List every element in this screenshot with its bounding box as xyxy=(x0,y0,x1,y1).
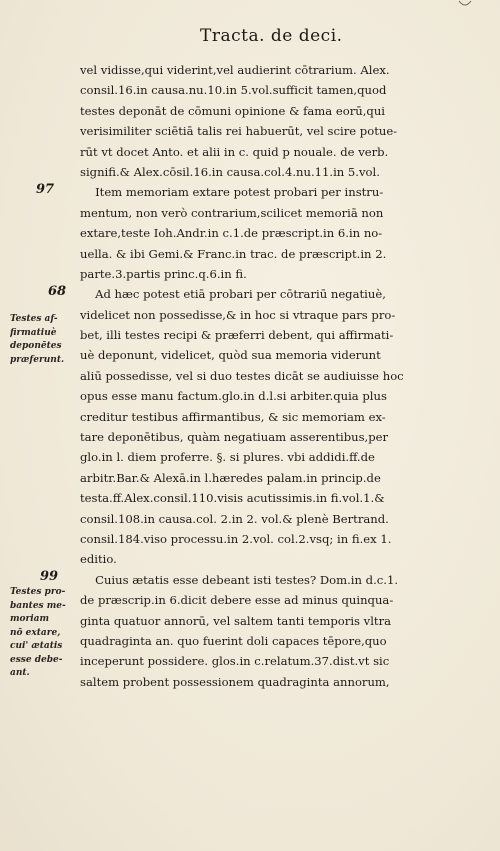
text-line: mentum, non verò contrarium,scilicet memoriā non xyxy=(80,205,384,220)
text-line: parte.3.partis princ.q.6.in fi. xyxy=(80,266,247,281)
margin-note-line: nō extare, xyxy=(10,627,61,638)
text-line: verisimiliter sciētiā talis rei habuerūt, vel scire potue- xyxy=(80,124,398,139)
text-line: consil.184.viso processu.in 2.vol. col.2.vsq; in fi.ex 1. xyxy=(80,531,392,546)
paragraph-number-68: 68 xyxy=(48,284,67,299)
text-line: consil.16.in causa.nu.10.in 5.vol.sufficit tamen,quod xyxy=(80,83,387,98)
margin-note-witnesses-age xyxy=(10,586,78,681)
text-line: Cuius ætatis esse debeant isti testes? Dom.in d.c.1. xyxy=(95,572,399,587)
body-text xyxy=(80,60,470,692)
text-line: vel vidisse,qui viderint,vel audierint cōtrarium. Alex. xyxy=(80,63,390,77)
text-line: videlicet non possedisse,& in hoc si vtraque pars pro- xyxy=(80,307,396,322)
text-line: uè deponunt, videlicet, quòd sua memoria viderunt xyxy=(80,348,381,363)
text-line: testes deponāt de cōmuni opinione & fama eorū,qui xyxy=(80,103,386,118)
text-line: testa.ff.Alex.consil.110.visis acutissimis.in fi.vol.1.& xyxy=(80,491,385,506)
text-line: glo.in l. diem proferre. §. si plures. vbi addidi.ff.de xyxy=(80,450,375,465)
corner-mark-icon xyxy=(458,0,472,10)
margin-note-line: esse debe- xyxy=(10,654,63,665)
text-line: Ad hæc potest etiā probari per cōtrariū negatiuè, xyxy=(95,287,386,302)
margin-note-line: ant. xyxy=(10,668,30,678)
text-line: tare deponētibus, quàm negatiuam asserentibus,per xyxy=(80,430,389,445)
margin-note-line: moriam xyxy=(10,614,50,624)
text-line: inceperunt possidere. glos.in c.relatum.37.dist.vt sic xyxy=(80,654,390,669)
text-line: Item memoriam extare potest probari per instru- xyxy=(95,185,384,200)
text-line: ginta quatuor annorū, vel saltem tanti temporis vltra xyxy=(80,613,392,628)
paragraph-number-99: 99 xyxy=(40,569,59,584)
running-header: Tracta. de deci. xyxy=(200,26,343,46)
margin-note-witnesses-affirming xyxy=(10,313,78,367)
text-line: consil.108.in causa.col. 2.in 2. vol.& plenè Bertrand. xyxy=(80,511,389,526)
margin-note-line: deponētes xyxy=(10,341,62,351)
text-line: extare,teste Ioh.Andr.in c.1.de præscript.in 6.in no- xyxy=(80,226,383,241)
margin-note-line: cui' ætatis xyxy=(10,641,63,651)
margin-note-line: firmatiuè xyxy=(10,327,57,338)
text-line: rūt vt docet Anto. et alii in c. quid p nouale. de verb. xyxy=(80,144,389,159)
text-line: aliū possedisse, vel si duo testes dicāt se audiuisse hoc xyxy=(80,368,404,383)
margin-note-line: Testes pro- xyxy=(10,587,66,597)
text-line: de præscrip.in 6.dicit debere esse ad minus quinqua- xyxy=(80,593,394,608)
text-line: bet, illi testes recipi & præferri debent, qui affirmati- xyxy=(80,328,394,343)
margin-note-line: præferunt. xyxy=(10,354,65,365)
text-line: creditur testibus affirmantibus, & sic memoriam ex- xyxy=(80,409,386,424)
paragraph-number-97: 97 xyxy=(36,182,55,197)
text-line: saltem probent possessionem quadraginta annorum, xyxy=(80,674,390,689)
text-line: signifi.& Alex.cōsil.16.in causa.col.4.nu.11.in 5.vol. xyxy=(80,164,380,179)
text-line: uella. & ibi Gemi.& Franc.in trac. de præscript.in 2. xyxy=(80,246,387,261)
text-line: editio. xyxy=(80,552,117,567)
margin-note-line: bantes me- xyxy=(10,600,66,611)
margin-note-line: Testes af- xyxy=(10,314,58,324)
text-line: opus esse manu factum.glo.in d.l.si arbiter.quia plus xyxy=(80,389,387,404)
text-line: arbitr.Bar.& Alexā.in l.hæredes palam.in princip.de xyxy=(80,470,381,485)
text-line: quadraginta an. quo fuerint doli capaces tēpore,quo xyxy=(80,633,387,648)
